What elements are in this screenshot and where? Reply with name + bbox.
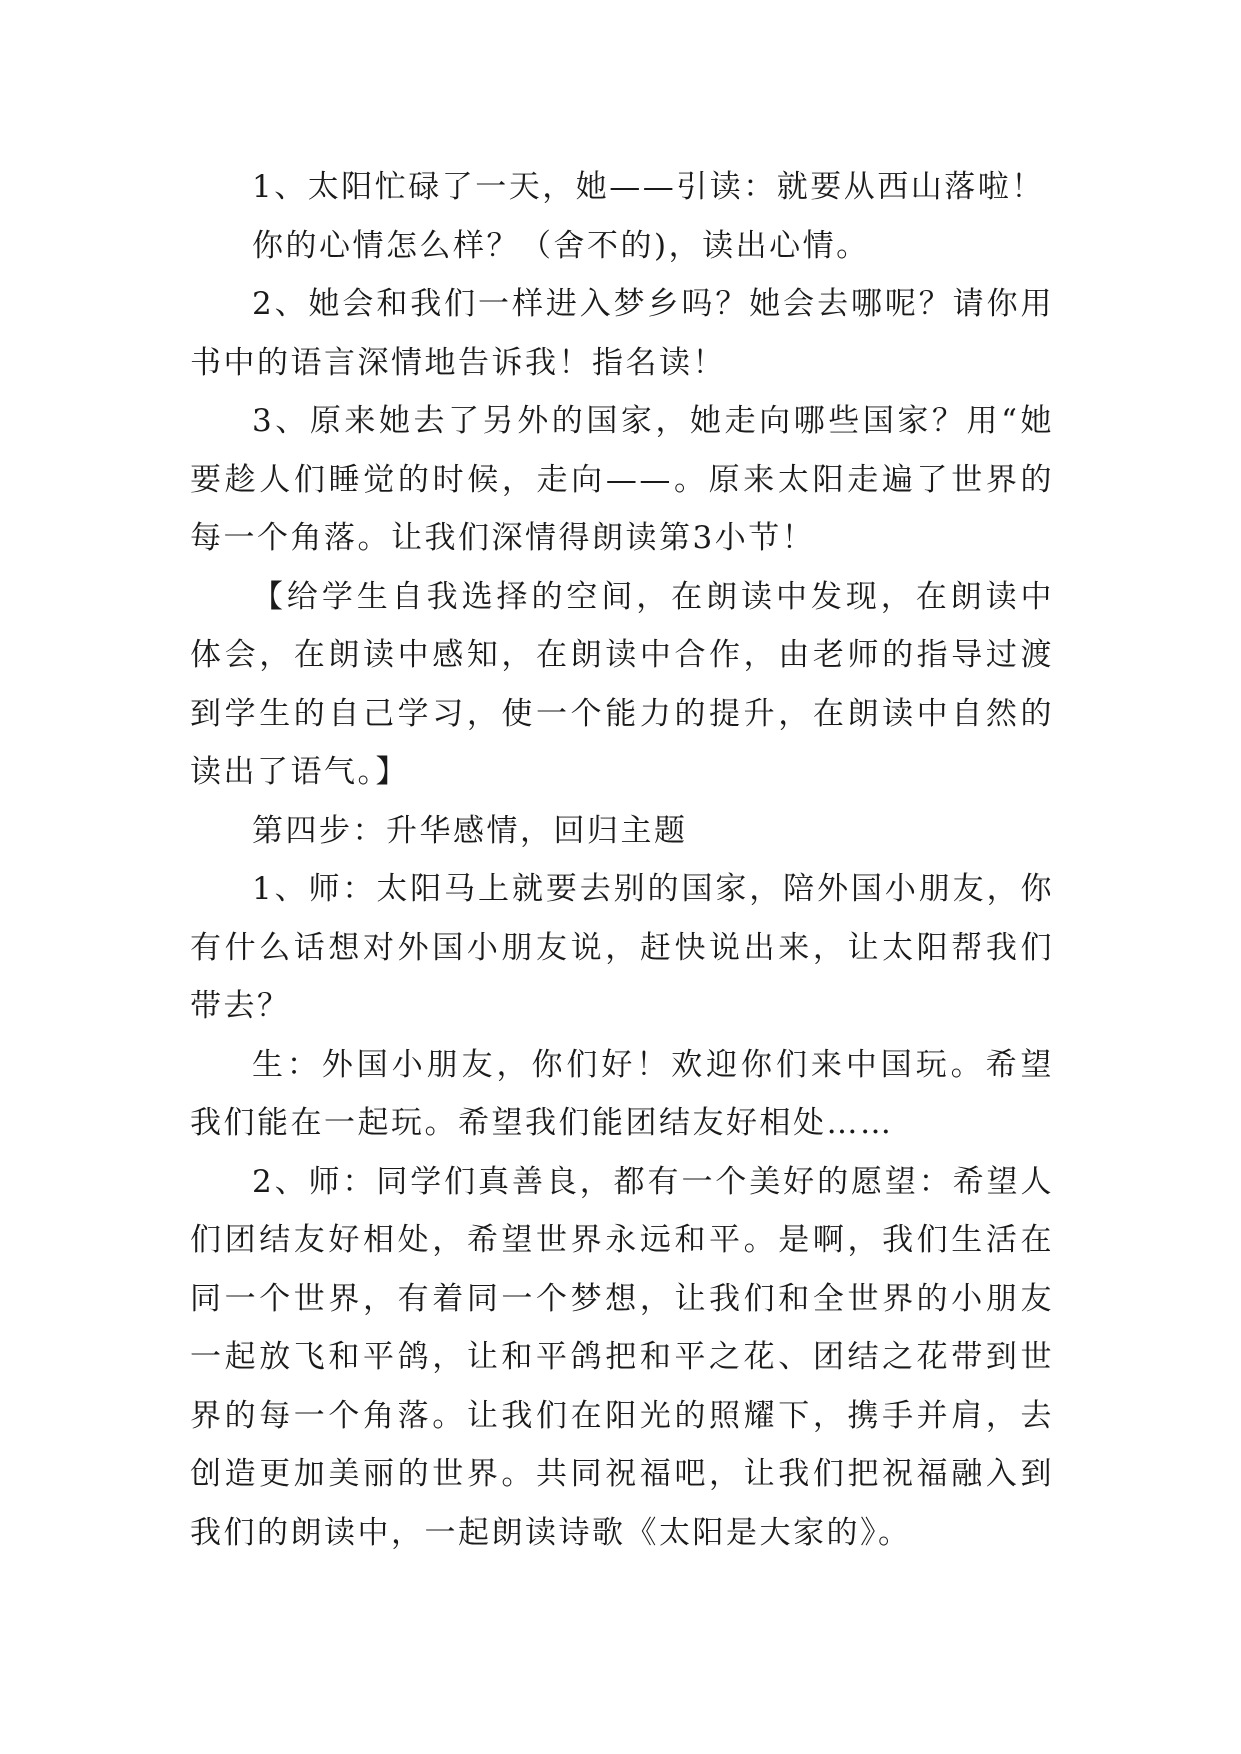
paragraph-teacher-question: 1、师：太阳马上就要去别的国家，陪外国小朋友，你有什么话想对外国小朋友说，赶快说出来，让太阳帮我们带去？	[190, 871, 1054, 1024]
document-body	[190, 158, 1054, 1562]
paragraph-sun-busy: 1、太阳忙碌了一天，她——引读：就要从西山落啦！	[252, 169, 1045, 205]
paragraph-student-answer: 生：外国小朋友，你们好！欢迎你们来中国玩。希望我们能在一起玩。希望我们能团结友好相处……	[190, 1046, 1054, 1141]
paragraph-other-countries: 3、原来她去了另外的国家，她走向哪些国家？用“她要趁人们睡觉的时候，走向——。原来太阳走遍了世界的每一个角落。让我们深情得朗读第3小节！	[190, 403, 1054, 556]
paragraph-teacher-conclusion: 2、师：同学们真善良，都有一个美好的愿望：希望人们团结友好相处，希望世界永远和平。是啊，我们生活在同一个世界，有着同一个梦想，让我们和全世界的小朋友一起放飞和平鸽，让和平鸽把和平之花、团结之花带到世界的每一个角落。让我们在阳光的照耀下，携手并肩，去创造更加美丽的世界。共同祝福吧，让我们把祝福融入到我们的朗读中，一起朗读诗歌《太阳是大家的》。	[190, 1163, 1054, 1551]
paragraph-teaching-note: 【给学生自我选择的空间，在朗读中发现，在朗读中体会，在朗读中感知，在朗读中合作，由老师的指导过渡到学生的自己学习，使一个能力的提升，在朗读中自然的读出了语气。】	[190, 578, 1054, 790]
paragraph-dreamland: 2、她会和我们一样进入梦乡吗？她会去哪呢？请你用书中的语言深情地告诉我！指名读！	[190, 286, 1054, 381]
paragraph-mood: 你的心情怎么样？（舍不的)，读出心情。	[252, 227, 870, 264]
section-heading-step-four: 第四步：升华感情，回归主题	[252, 812, 688, 849]
